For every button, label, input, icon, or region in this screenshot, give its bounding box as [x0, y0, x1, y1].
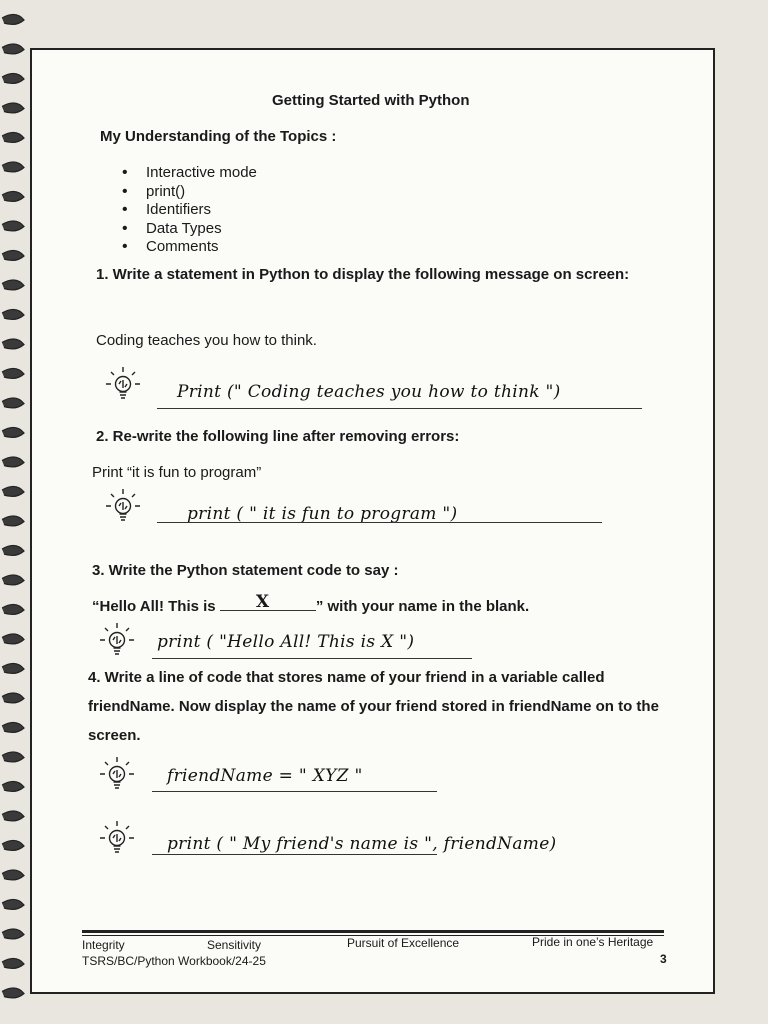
q3-prompt [92, 592, 529, 621]
answer-line [152, 658, 472, 659]
spiral-ring [2, 14, 24, 24]
footer-rule [82, 930, 664, 933]
spiral-ring [2, 693, 24, 703]
spiral-ring [2, 457, 24, 467]
spiral-ring [2, 368, 24, 378]
spiral-ring [2, 899, 24, 909]
spiral-ring [2, 486, 24, 496]
spiral-ring [2, 73, 24, 83]
spiral-ring [2, 250, 24, 260]
lightbulb-icon [94, 754, 140, 796]
answer-line [157, 408, 642, 409]
question-2: 2. Re-write the following line after removing errors: [96, 428, 460, 445]
question-4: 4. Write a line of code that stores name of your friend in a variable called friendName. Now display the name of your friend stored in friendName on to the screen. [88, 669, 659, 744]
spiral-ring [2, 398, 24, 408]
spiral-ring [2, 191, 24, 201]
spiral-ring [2, 781, 24, 791]
name-blank [220, 594, 316, 611]
spiral-ring [2, 988, 24, 998]
spiral-ring [2, 309, 24, 319]
q4-answer-1: friendName = " XYZ " [167, 766, 363, 786]
q2-answer: print ( " it is fun to program ") [187, 504, 458, 524]
spiral-ring [2, 958, 24, 968]
page-number: 3 [660, 952, 667, 966]
lightbulb-icon [100, 364, 146, 406]
spiral-ring [2, 545, 24, 555]
spiral-ring [2, 162, 24, 172]
spiral-ring [2, 752, 24, 762]
q4-answer-2: print ( " My friend's name is ", friendName) [167, 834, 557, 854]
spiral-ring [2, 516, 24, 526]
spiral-ring [2, 132, 24, 142]
understanding-heading: My Understanding of the Topics : [100, 128, 337, 145]
footer-value-sensitivity: Sensitivity [207, 938, 262, 952]
spiral-ring [2, 103, 24, 113]
spiral-binding [0, 0, 30, 1024]
answer-line [157, 522, 602, 523]
spiral-ring [2, 722, 24, 732]
q1-message: Coding teaches you how to think. [96, 332, 317, 349]
spiral-ring [2, 339, 24, 349]
answer-line [152, 854, 437, 855]
spiral-ring [2, 840, 24, 850]
spiral-ring [2, 663, 24, 673]
spiral-ring [2, 427, 24, 437]
answer-line [152, 791, 437, 792]
footer-value-heritage: Pride in one’s Heritage [532, 935, 654, 949]
q1-answer: Print (" Coding teaches you how to think ") [177, 382, 561, 402]
footer-value-integrity: Integrity [82, 938, 125, 952]
workbook-page [30, 48, 715, 994]
topic-item: • Comments [122, 238, 257, 257]
lightbulb-icon [94, 620, 140, 662]
page-title: Getting Started with Python [272, 92, 470, 109]
spiral-ring [2, 870, 24, 880]
spiral-ring [2, 280, 24, 290]
question-3: 3. Write the Python statement code to say : [92, 562, 399, 579]
spiral-ring [2, 604, 24, 614]
topic-item: • Data Types [122, 220, 257, 239]
topic-item: • Interactive mode [122, 164, 257, 183]
spiral-ring [2, 221, 24, 231]
spiral-ring [2, 575, 24, 585]
lightbulb-icon [100, 486, 146, 528]
spiral-ring [2, 634, 24, 644]
footer-value-excellence: Pursuit of Excellence [347, 936, 460, 950]
question-1: 1. Write a statement in Python to display the following message on screen: [96, 266, 630, 283]
spiral-ring [2, 811, 24, 821]
workbook-code: TSRS/BC/Python Workbook/24-25 [82, 954, 266, 968]
q3-answer: print ( "Hello All! This is X ") [157, 632, 415, 652]
topic-item: • Identifiers [122, 201, 257, 220]
lightbulb-icon [94, 818, 140, 860]
topic-item: • print() [122, 183, 257, 202]
topics-list [122, 164, 257, 257]
blank-value: X [255, 592, 270, 612]
q3-prompt-after: ” with your name in the blank. [315, 598, 530, 615]
spiral-ring [2, 44, 24, 54]
spiral-ring [2, 929, 24, 939]
q3-prompt-before: “Hello All! This is [92, 598, 216, 615]
q2-line: Print “it is fun to program” [92, 464, 262, 481]
